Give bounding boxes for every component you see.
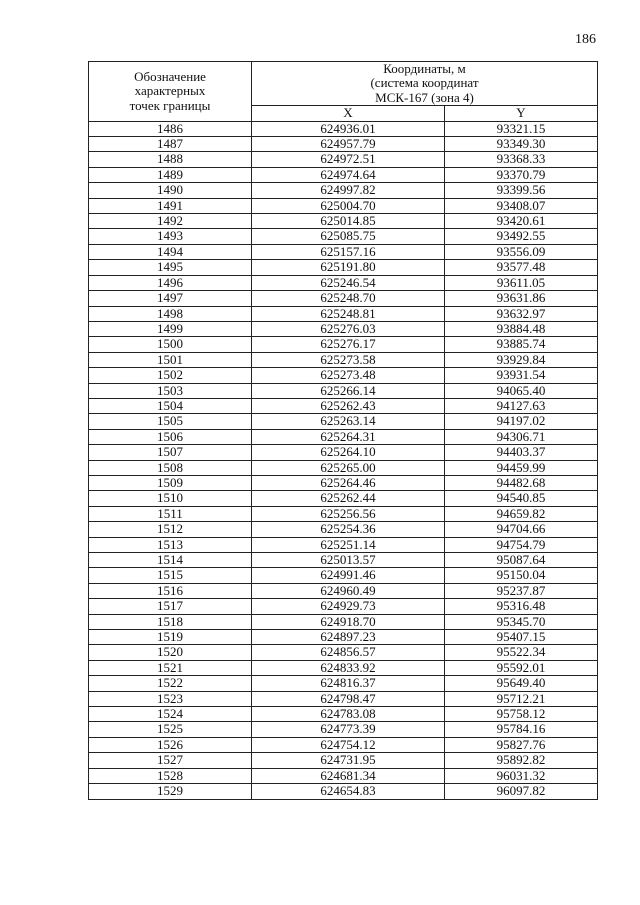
x-coordinate-cell: 624856.57 <box>252 645 445 660</box>
points-header-line: Обозначение <box>134 68 206 84</box>
table-row <box>89 368 598 383</box>
table-row <box>89 229 598 244</box>
point-id-cell: 1529 <box>89 784 252 799</box>
y-coordinate-cell: 96031.32 <box>445 768 598 783</box>
y-coordinate-cell: 95345.70 <box>445 614 598 629</box>
point-id-cell: 1503 <box>89 383 252 398</box>
point-id-cell: 1512 <box>89 522 252 537</box>
y-coordinate-cell: 95087.64 <box>445 553 598 568</box>
point-id-cell: 1491 <box>89 198 252 213</box>
table-row <box>89 167 598 182</box>
x-coordinate-cell: 625264.10 <box>252 445 445 460</box>
y-coordinate-cell: 95892.82 <box>445 753 598 768</box>
y-coordinate-cell: 94127.63 <box>445 398 598 413</box>
y-coordinate-cell: 93368.33 <box>445 152 598 167</box>
point-id-cell: 1504 <box>89 398 252 413</box>
table-row <box>89 753 598 768</box>
coordinates-table <box>88 61 598 800</box>
y-coordinate-cell: 93631.86 <box>445 291 598 306</box>
point-id-cell: 1489 <box>89 167 252 182</box>
table-row <box>89 121 598 136</box>
table-row <box>89 506 598 521</box>
table-row <box>89 445 598 460</box>
y-coordinate-cell: 94403.37 <box>445 445 598 460</box>
y-coordinate-cell: 95522.34 <box>445 645 598 660</box>
x-coordinate-cell: 625263.14 <box>252 414 445 429</box>
table-row <box>89 568 598 583</box>
x-coordinate-cell: 624957.79 <box>252 137 445 152</box>
y-coordinate-cell: 93370.79 <box>445 167 598 182</box>
point-id-cell: 1488 <box>89 152 252 167</box>
table-row <box>89 260 598 275</box>
point-id-cell: 1497 <box>89 291 252 306</box>
table-row <box>89 599 598 614</box>
point-id-cell: 1502 <box>89 368 252 383</box>
y-coordinate-cell: 93399.56 <box>445 183 598 198</box>
table-row <box>89 337 598 352</box>
y-coordinate-cell: 95150.04 <box>445 568 598 583</box>
table-row <box>89 768 598 783</box>
point-id-cell: 1518 <box>89 614 252 629</box>
x-coordinate-cell: 624773.39 <box>252 722 445 737</box>
table-row <box>89 553 598 568</box>
table-row <box>89 691 598 706</box>
y-coordinate-cell: 95758.12 <box>445 707 598 722</box>
coords-header-line: Координаты, м <box>383 61 466 76</box>
point-id-cell: 1513 <box>89 537 252 552</box>
x-coordinate-cell: 625264.31 <box>252 429 445 444</box>
point-id-cell: 1486 <box>89 121 252 136</box>
table-row <box>89 383 598 398</box>
point-id-cell: 1511 <box>89 506 252 521</box>
y-coordinate-cell: 94704.66 <box>445 522 598 537</box>
point-id-cell: 1526 <box>89 737 252 752</box>
y-coordinate-cell: 93885.74 <box>445 337 598 352</box>
y-coordinate-cell: 93408.07 <box>445 198 598 213</box>
x-coordinate-cell: 625248.81 <box>252 306 445 321</box>
table-row <box>89 183 598 198</box>
table-row <box>89 198 598 213</box>
point-id-cell: 1528 <box>89 768 252 783</box>
y-coordinate-cell: 93492.55 <box>445 229 598 244</box>
x-coordinate-cell: 624897.23 <box>252 630 445 645</box>
table-row <box>89 660 598 675</box>
table-row <box>89 429 598 444</box>
table-row <box>89 722 598 737</box>
x-coordinate-cell: 624936.01 <box>252 121 445 136</box>
point-id-cell: 1506 <box>89 429 252 444</box>
table-row <box>89 352 598 367</box>
y-coordinate-cell: 93884.48 <box>445 321 598 336</box>
table-row <box>89 414 598 429</box>
point-id-cell: 1487 <box>89 137 252 152</box>
point-id-cell: 1527 <box>89 753 252 768</box>
y-coordinate-cell: 93931.54 <box>445 368 598 383</box>
table-row <box>89 244 598 259</box>
point-id-cell: 1517 <box>89 599 252 614</box>
x-coordinate-cell: 625256.56 <box>252 506 445 521</box>
y-column-header: Y <box>445 106 598 121</box>
x-coordinate-cell: 625248.70 <box>252 291 445 306</box>
table-row <box>89 583 598 598</box>
point-id-cell: 1494 <box>89 244 252 259</box>
x-coordinate-cell: 625246.54 <box>252 275 445 290</box>
table-row <box>89 737 598 752</box>
point-id-cell: 1519 <box>89 630 252 645</box>
y-coordinate-cell: 95827.76 <box>445 737 598 752</box>
x-coordinate-cell: 624960.49 <box>252 583 445 598</box>
x-coordinate-cell: 625262.43 <box>252 398 445 413</box>
point-id-cell: 1501 <box>89 352 252 367</box>
x-coordinate-cell: 624731.95 <box>252 753 445 768</box>
y-coordinate-cell: 95712.21 <box>445 691 598 706</box>
x-coordinate-cell: 624816.37 <box>252 676 445 691</box>
table-row <box>89 784 598 799</box>
point-id-cell: 1496 <box>89 275 252 290</box>
table-row <box>89 645 598 660</box>
y-coordinate-cell: 93420.61 <box>445 214 598 229</box>
point-id-cell: 1499 <box>89 321 252 336</box>
point-id-cell: 1525 <box>89 722 252 737</box>
y-coordinate-cell: 93929.84 <box>445 352 598 367</box>
point-id-cell: 1493 <box>89 229 252 244</box>
y-coordinate-cell: 95316.48 <box>445 599 598 614</box>
points-header-line: характерных <box>134 83 206 99</box>
table-row <box>89 214 598 229</box>
x-coordinate-cell: 625276.17 <box>252 337 445 352</box>
page-number: 186 <box>575 32 596 47</box>
point-id-cell: 1515 <box>89 568 252 583</box>
y-coordinate-cell: 93349.30 <box>445 137 598 152</box>
x-coordinate-cell: 624798.47 <box>252 691 445 706</box>
table-row <box>89 398 598 413</box>
table-body <box>89 121 598 799</box>
point-id-cell: 1521 <box>89 660 252 675</box>
y-coordinate-cell: 94659.82 <box>445 506 598 521</box>
x-coordinate-cell: 624918.70 <box>252 614 445 629</box>
table-row <box>89 614 598 629</box>
point-id-cell: 1505 <box>89 414 252 429</box>
point-id-cell: 1520 <box>89 645 252 660</box>
x-coordinate-cell: 625251.14 <box>252 537 445 552</box>
x-coordinate-cell: 625191.80 <box>252 260 445 275</box>
points-column-header <box>89 62 252 122</box>
point-id-cell: 1516 <box>89 583 252 598</box>
x-coordinate-cell: 624654.83 <box>252 784 445 799</box>
x-coordinate-cell: 624833.92 <box>252 660 445 675</box>
y-coordinate-cell: 94482.68 <box>445 475 598 490</box>
point-id-cell: 1508 <box>89 460 252 475</box>
point-id-cell: 1507 <box>89 445 252 460</box>
point-id-cell: 1514 <box>89 553 252 568</box>
table-row <box>89 475 598 490</box>
point-id-cell: 1498 <box>89 306 252 321</box>
x-coordinate-cell: 625276.03 <box>252 321 445 336</box>
x-coordinate-cell: 625157.16 <box>252 244 445 259</box>
y-coordinate-cell: 93611.05 <box>445 275 598 290</box>
table-row <box>89 321 598 336</box>
point-id-cell: 1524 <box>89 707 252 722</box>
table-row <box>89 707 598 722</box>
table-row <box>89 537 598 552</box>
x-coordinate-cell: 625273.58 <box>252 352 445 367</box>
x-column-header: X <box>252 106 445 121</box>
x-coordinate-cell: 625254.36 <box>252 522 445 537</box>
table-row <box>89 676 598 691</box>
x-coordinate-cell: 625265.00 <box>252 460 445 475</box>
y-coordinate-cell: 95407.15 <box>445 630 598 645</box>
x-coordinate-cell: 624974.64 <box>252 167 445 182</box>
point-id-cell: 1500 <box>89 337 252 352</box>
table-row <box>89 306 598 321</box>
x-coordinate-cell: 624997.82 <box>252 183 445 198</box>
point-id-cell: 1492 <box>89 214 252 229</box>
point-id-cell: 1510 <box>89 491 252 506</box>
x-coordinate-cell: 625264.46 <box>252 475 445 490</box>
x-coordinate-cell: 624754.12 <box>252 737 445 752</box>
y-coordinate-cell: 94065.40 <box>445 383 598 398</box>
table-row <box>89 630 598 645</box>
x-coordinate-cell: 625004.70 <box>252 198 445 213</box>
y-coordinate-cell: 94197.02 <box>445 414 598 429</box>
y-coordinate-cell: 94540.85 <box>445 491 598 506</box>
point-id-cell: 1495 <box>89 260 252 275</box>
points-header-line: точек границы <box>129 97 211 113</box>
y-coordinate-cell: 94754.79 <box>445 537 598 552</box>
y-coordinate-cell: 93556.09 <box>445 244 598 259</box>
x-coordinate-cell: 625273.48 <box>252 368 445 383</box>
point-id-cell: 1509 <box>89 475 252 490</box>
table-header <box>89 62 598 122</box>
x-coordinate-cell: 625014.85 <box>252 214 445 229</box>
y-coordinate-cell: 93321.15 <box>445 121 598 136</box>
x-coordinate-cell: 624681.34 <box>252 768 445 783</box>
coords-header-line: МСК-167 (зона 4) <box>375 89 474 105</box>
coords-header-line: (система координат <box>370 75 479 91</box>
table-row <box>89 491 598 506</box>
x-coordinate-cell: 625013.57 <box>252 553 445 568</box>
y-coordinate-cell: 93577.48 <box>445 260 598 275</box>
x-coordinate-cell: 624929.73 <box>252 599 445 614</box>
y-coordinate-cell: 95649.40 <box>445 676 598 691</box>
point-id-cell: 1490 <box>89 183 252 198</box>
table-row <box>89 275 598 290</box>
point-id-cell: 1523 <box>89 691 252 706</box>
y-coordinate-cell: 95784.16 <box>445 722 598 737</box>
x-coordinate-cell: 625266.14 <box>252 383 445 398</box>
y-coordinate-cell: 96097.82 <box>445 784 598 799</box>
x-coordinate-cell: 624972.51 <box>252 152 445 167</box>
table-row <box>89 522 598 537</box>
y-coordinate-cell: 94306.71 <box>445 429 598 444</box>
y-coordinate-cell: 95592.01 <box>445 660 598 675</box>
point-id-cell: 1522 <box>89 676 252 691</box>
x-coordinate-cell: 625262.44 <box>252 491 445 506</box>
x-coordinate-cell: 624991.46 <box>252 568 445 583</box>
y-coordinate-cell: 93632.97 <box>445 306 598 321</box>
y-coordinate-cell: 95237.87 <box>445 583 598 598</box>
x-coordinate-cell: 625085.75 <box>252 229 445 244</box>
table-row <box>89 291 598 306</box>
x-coordinate-cell: 624783.08 <box>252 707 445 722</box>
table-row <box>89 137 598 152</box>
y-coordinate-cell: 94459.99 <box>445 460 598 475</box>
table-row <box>89 152 598 167</box>
coordinates-column-header <box>252 62 598 106</box>
table-row <box>89 460 598 475</box>
